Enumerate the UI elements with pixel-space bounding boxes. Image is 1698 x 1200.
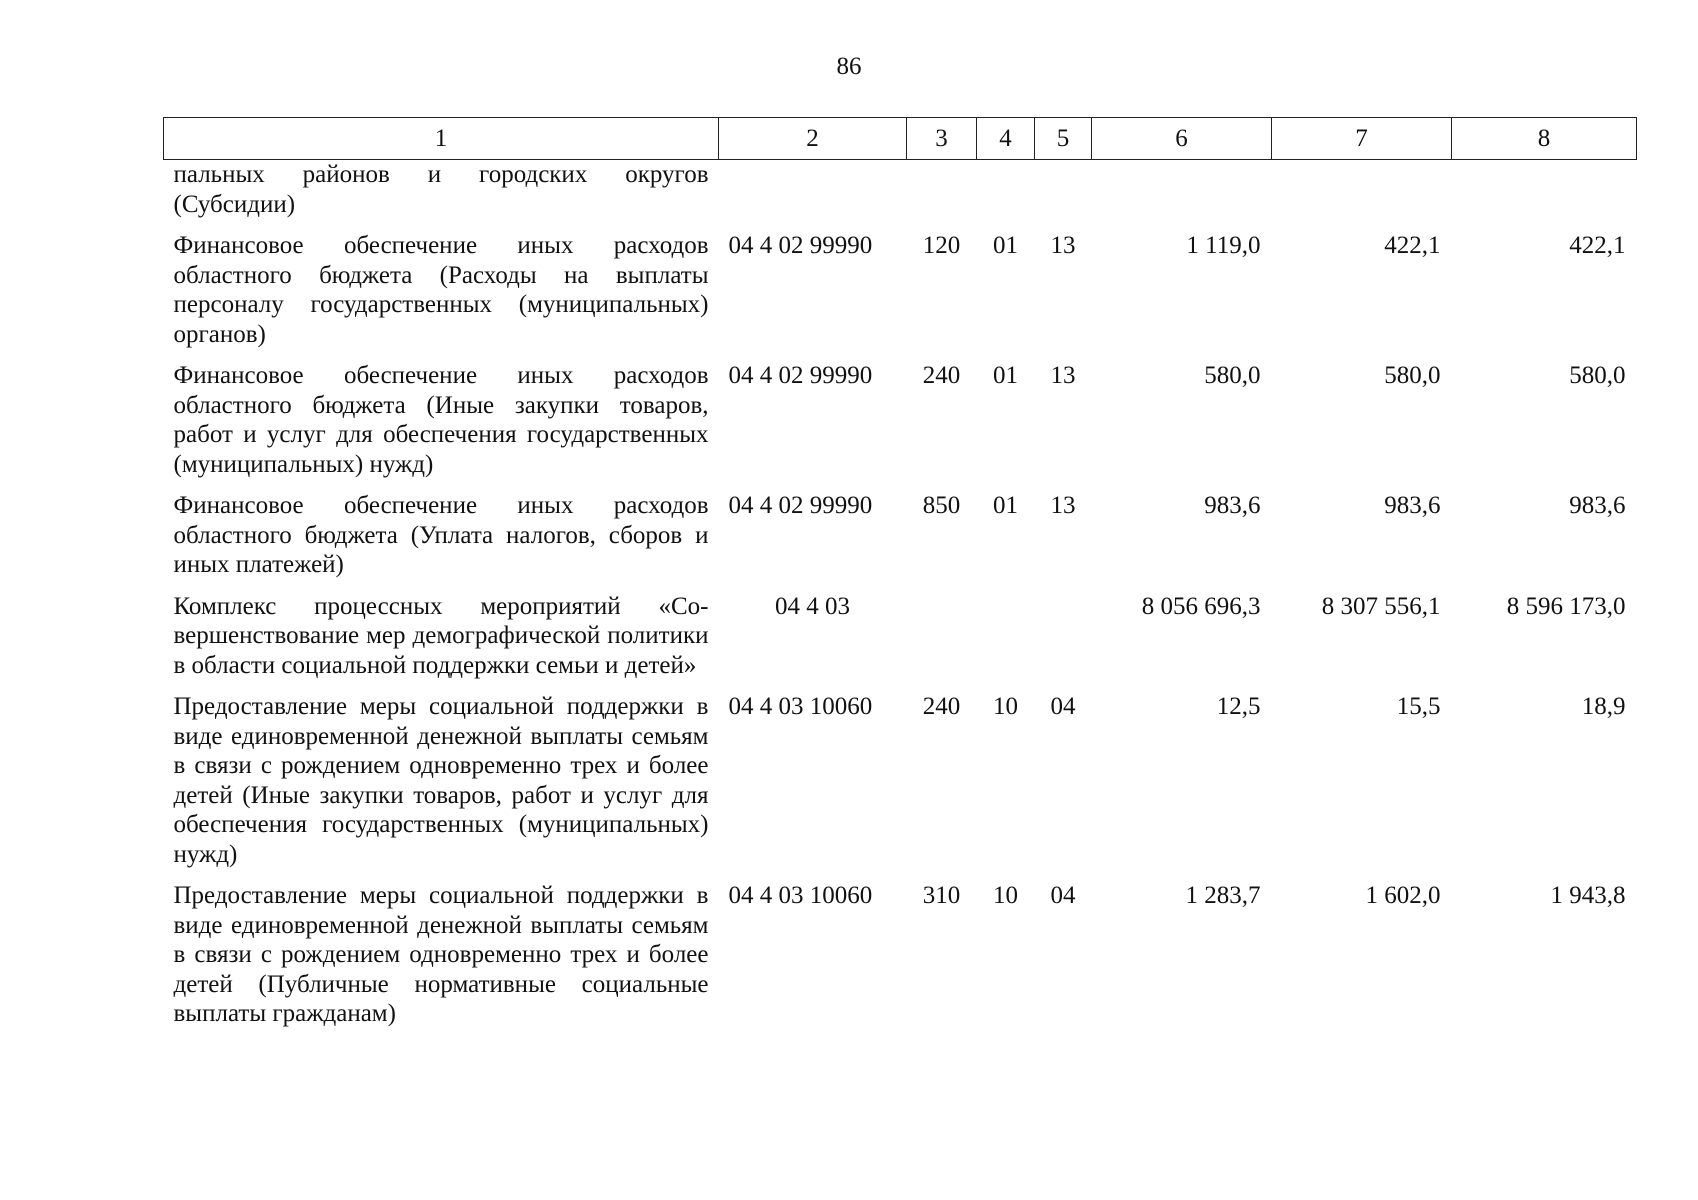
row-code: 04 4 02 99990	[728, 362, 873, 389]
header-col-8: 8	[1452, 118, 1637, 160]
row-rz: 10	[993, 693, 1018, 720]
row-vr: 850	[922, 492, 961, 519]
row-code: 04 4 02 99990	[728, 232, 873, 259]
row-name: Финансовое обеспечение иных расходов областного бюджета (Расходы на выплаты персоналу государственных (муниципальных) органов)	[173, 232, 709, 348]
table-row	[164, 692, 1637, 881]
row-value-3: 8 596 173,0	[1506, 592, 1626, 620]
row-value-1: 1 119,0	[1186, 232, 1261, 259]
row-code	[719, 160, 907, 232]
row-pr: 04	[1050, 693, 1076, 720]
header-col-3: 3	[907, 118, 977, 160]
table-header	[164, 118, 1637, 160]
row-vr	[907, 160, 977, 232]
row-name: Финансовое обеспечение иных расходов областного бюджета (Иные закупки товаров, работ и услуг для обеспечения государственных (муниципальных) нужд)	[173, 362, 709, 478]
row-value-2: 983,6	[1384, 492, 1441, 519]
row-pr: 13	[1050, 362, 1076, 389]
header-col-1: 1	[164, 118, 719, 160]
row-value-2: 8 307 556,1	[1321, 592, 1441, 620]
table-row	[164, 881, 1637, 1041]
row-name: Предоставление меры социальной поддержки в виде единовременной денежной выплаты семьям в связи с рождением одновременно трех и более детей (Иные закупки товаров, работ и услуг для обеспечения государственных (муниципальных) нужд)	[173, 693, 709, 868]
row-rz: 01	[993, 362, 1018, 389]
row-value-2: 422,1	[1384, 232, 1441, 259]
row-pr: 13	[1050, 492, 1076, 519]
row-value-2: 15,5	[1396, 693, 1441, 720]
row-value-1: 12,5	[1216, 693, 1261, 720]
row-vr: 240	[922, 693, 961, 720]
row-value-1: 983,6	[1204, 492, 1261, 519]
row-name: Предоставление меры социальной поддержки в виде единовременной денежной выплаты семьям в связи с рождением одновременно трех и более детей (Публичные нормативные социальные выплаты гражданам)	[173, 882, 709, 1027]
row-pr: 13	[1050, 232, 1076, 259]
table-body	[164, 160, 1637, 1041]
row-pr	[1035, 160, 1092, 232]
header-row	[164, 118, 1637, 160]
row-value-3: 580,0	[1569, 362, 1626, 389]
row-value-3: 1 943,8	[1550, 882, 1626, 909]
page-number: 86	[836, 53, 862, 80]
table-row	[164, 592, 1637, 693]
row-rz	[977, 160, 1035, 232]
row-value-1: 1 283,7	[1185, 882, 1261, 909]
row-name: пальных районов и городских округов (Субсидии)	[173, 161, 709, 218]
row-value-2: 580,0	[1384, 362, 1441, 389]
row-rz: 10	[993, 882, 1018, 909]
row-rz	[977, 592, 1035, 693]
header-col-7: 7	[1272, 118, 1452, 160]
row-name: Финансовое обеспечение иных расходов областного бюджета (Уплата налогов, сборов и иных платежей)	[173, 492, 709, 578]
table-row	[164, 160, 1637, 232]
row-vr: 310	[922, 882, 961, 909]
row-pr: 04	[1050, 882, 1076, 909]
row-rz: 01	[993, 232, 1018, 259]
header-col-4: 4	[977, 118, 1035, 160]
budget-table	[163, 117, 1637, 1041]
row-vr: 240	[922, 362, 961, 389]
row-code: 04 4 03 10060	[728, 693, 873, 720]
header-col-5: 5	[1035, 118, 1092, 160]
row-value-3: 983,6	[1569, 492, 1626, 519]
row-code: 04 4 02 99990	[728, 492, 873, 519]
row-value-2	[1272, 160, 1452, 232]
row-value-3: 422,1	[1569, 232, 1626, 259]
row-value-1: 8 056 696,3	[1141, 592, 1261, 620]
row-vr: 120	[922, 232, 961, 259]
table-row	[164, 491, 1637, 592]
row-code: 04 4 03	[775, 592, 850, 620]
row-rz: 01	[993, 492, 1018, 519]
row-value-1	[1092, 160, 1272, 232]
header-col-6: 6	[1092, 118, 1272, 160]
table-row	[164, 361, 1637, 491]
row-name: Комплекс процессных мероприятий «Совершенствование мер демографической политики в области социальной поддержки семьи и детей»	[173, 592, 709, 679]
table-row	[164, 231, 1637, 361]
row-vr	[907, 592, 977, 693]
row-pr	[1035, 592, 1092, 693]
row-value-2: 1 602,0	[1365, 882, 1441, 909]
row-value-3: 18,9	[1581, 693, 1626, 720]
row-value-1: 580,0	[1204, 362, 1261, 389]
header-col-2: 2	[719, 118, 907, 160]
row-value-3	[1452, 160, 1637, 232]
row-code: 04 4 03 10060	[728, 882, 873, 909]
